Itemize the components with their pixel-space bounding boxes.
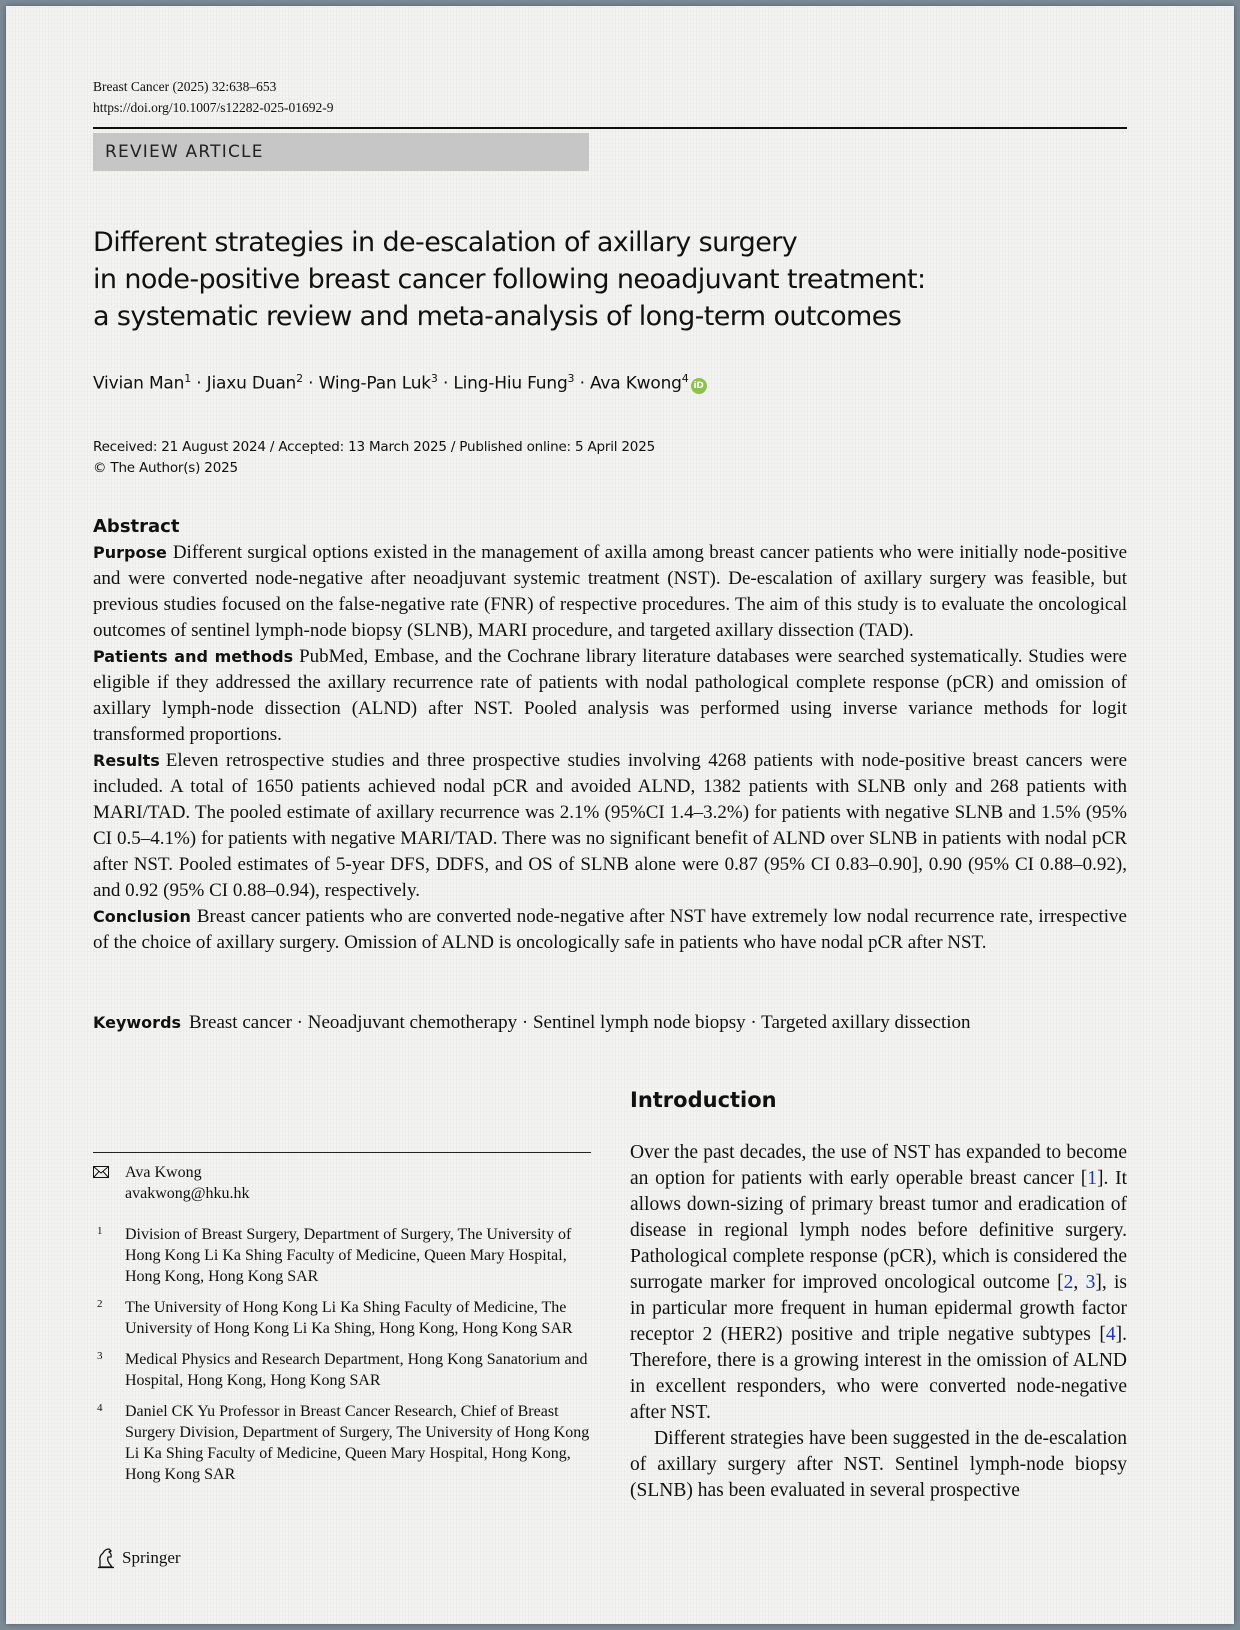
author-affil-sup: 3 <box>567 372 575 385</box>
footnote-rule <box>93 1152 591 1153</box>
keywords-label: Keywords <box>93 1013 182 1032</box>
publisher-footer <box>96 1547 181 1569</box>
author-affil-sup: 3 <box>430 372 438 385</box>
journal-citation: Breast Cancer (2025) 32:638–653 <box>93 79 277 94</box>
abstract-section <box>93 516 1127 956</box>
purpose-label: Purpose <box>93 543 167 562</box>
affiliation-number: 4 <box>97 1402 103 1414</box>
affiliation-number: 2 <box>97 1298 103 1310</box>
citation-link[interactable]: 1 <box>1087 1168 1097 1189</box>
author-affil-sup: 4 <box>681 372 689 385</box>
envelope-icon <box>93 1166 109 1178</box>
affiliation-item <box>93 1297 593 1339</box>
article-title <box>93 224 1127 335</box>
affiliation-text: The University of Hong Kong Li Ka Shing Faculty of Medicine, The University of Hong Kong Li Ka Shing, Hong Kong, Hong Kong SAR <box>125 1299 573 1337</box>
journal-header <box>93 76 334 118</box>
affiliation-text: Division of Breast Surgery, Department of Surgery, The University of Hong Kong Li Ka Shing Faculty of Medicine, Queen Mary Hospital, Hong Kong, Hong Kong SAR <box>125 1226 572 1285</box>
intro-paragraph: Different strategies have been suggested in the de-escalation of axillary surgery after NST. Sentinel lymph-node biopsy (SLNB) has been evaluated in several prospective <box>630 1428 1127 1501</box>
introduction-body <box>630 1140 1127 1504</box>
publication-dates <box>93 437 655 479</box>
author-list: Vivian Man$^1$ · Jiaxu Duan$^2$ · Wing-Pan Luk$^3$ · Ling-Hiu Fung$^3$ · Ava Kwong$^4$iD <box>93 372 707 394</box>
intro-text: ]. Therefore, there is a growing interest in the omission of ALND in excellent responders, who were converted node-negative after NST. <box>630 1324 1127 1423</box>
abstract-conclusion <box>93 904 1127 956</box>
correspondence <box>93 1162 250 1204</box>
springer-horse-icon <box>96 1547 116 1569</box>
intro-text: ], is in particular more frequent in human epidermal growth factor receptor 2 (HER2) positive and triple negative subtypes [ <box>630 1272 1128 1345</box>
author-name[interactable]: Vivian Man <box>93 373 185 394</box>
dates-line: Received: 21 August 2024 / Accepted: 13 March 2025 / Published online: 5 April 2025 <box>93 439 655 455</box>
author-name[interactable]: Wing-Pan Luk <box>318 373 431 394</box>
abstract-purpose <box>93 540 1127 644</box>
conclusion-label: Conclusion <box>93 907 191 926</box>
abstract-methods <box>93 644 1127 748</box>
author-affil-sup: 1 <box>184 372 192 385</box>
methods-label: Patients and methods <box>93 647 294 666</box>
affiliation-text: Daniel CK Yu Professor in Breast Cancer Research, Chief of Breast Surgery Division, Department of Surgery, The University of Hong Kong Li Ka Shing Faculty of Medicine, Queen Mary Hospital, Hong Kong, Hong Kong SAR <box>125 1403 590 1483</box>
introduction-heading: Introduction <box>630 1088 777 1112</box>
affiliation-text: Medical Physics and Research Department, Hong Kong Sanatorium and Hospital, Hong Kong, Hong Kong SAR <box>125 1351 588 1389</box>
citation-link[interactable]: 3 <box>1085 1272 1096 1293</box>
author-name[interactable]: Ling-Hiu Fung <box>453 373 568 394</box>
title-line-3: a systematic review and meta-analysis of long-term outcomes <box>93 301 902 332</box>
author-affil-sup: 2 <box>296 372 303 385</box>
citation-link[interactable]: 4 <box>1105 1324 1116 1345</box>
abstract-heading: Abstract <box>93 516 180 537</box>
header-rule <box>93 127 1127 129</box>
affiliation-item <box>93 1349 593 1391</box>
title-line-1: Different strategies in de-escalation of axillary surgery <box>93 227 798 258</box>
intro-text: ]. It allows down-sizing of primary breast tumor and eradication of disease in regional lymph nodes before definitive surgery. Pathological complete response (pCR), which is considered the surrogate marker for improved oncological outcome [ <box>630 1168 1127 1293</box>
purpose-text: Different surgical options existed in the management of axilla among breast cancer patients who were initially node-positive and were converted node-negative after neoadjuvant systemic treatment (NST). De-escalation of axillary surgery was feasible, but previous studies focused on the false-negative rate (FNR) of respective procedures. The aim of this study is to evaluate the oncological outcomes of sentinel lymph-node biopsy (SLNB), MARI procedure, and targeted axillary dissection (TAD). <box>93 542 1127 641</box>
conclusion-text: Breast cancer patients who are converted node-negative after NST have extremely low nodal recurrence rate, irrespective of the choice of axillary surgery. Omission of ALND is oncologically safe in patients who have nodal pCR after NST. <box>93 906 1127 953</box>
affiliations <box>93 1224 593 1495</box>
author-name[interactable]: Ava Kwong <box>590 373 682 394</box>
title-line-2: in node-positive breast cancer following neoadjuvant treatment: <box>93 264 926 295</box>
intro-paragraph <box>630 1140 1127 1426</box>
doi-link[interactable]: https://doi.org/10.1007/s12282-025-01692-9 <box>93 100 334 115</box>
affiliation-item <box>93 1224 593 1287</box>
orcid-icon[interactable]: iD <box>691 378 707 394</box>
intro-text: , <box>1073 1272 1086 1293</box>
article-type-banner: REVIEW ARTICLE <box>93 133 589 171</box>
publisher-name: Springer <box>122 1548 181 1567</box>
abstract-results <box>93 748 1127 904</box>
affiliation-number: 1 <box>97 1225 103 1237</box>
results-label: Results <box>93 751 160 770</box>
keywords <box>93 1012 1127 1034</box>
corresponding-author-email[interactable]: avakwong@hku.hk <box>125 1185 250 1202</box>
methods-text: PubMed, Embase, and the Cochrane library literature databases were searched systematically. Studies were eligible if they addressed the axillary recurrence rate of patients with nodal pathological complete response (pCR) and omission of axillary lymph-node dissection (ALND) after NST. Pooled analysis was performed using inverse variance methods for logit transformed proportions. <box>93 646 1127 745</box>
copyright-line: © The Author(s) 2025 <box>93 460 238 476</box>
corresponding-author-name: Ava Kwong <box>125 1164 202 1181</box>
author-name[interactable]: Jiaxu Duan <box>206 373 297 394</box>
article-page <box>6 6 1234 1624</box>
affiliation-item <box>93 1401 593 1485</box>
keywords-text: Breast cancer · Neoadjuvant chemotherapy · Sentinel lymph node biopsy · Targeted axillary dissection <box>189 1012 971 1033</box>
intro-text: Over the past decades, the use of NST has expanded to become an option for patients with early operable breast cancer [ <box>630 1142 1127 1189</box>
results-text: Eleven retrospective studies and three prospective studies involving 4268 patients with node-positive breast cancers were included. A total of 1650 patients achieved nodal pCR and avoided ALND, 1382 patients with SLNB only and 268 patients with MARI/TAD. The pooled estimate of axillary recurrence was 2.1% (95%CI 1.4–3.2%) for patients with negative SLNB and 1.5% (95% CI 0.5–4.1%) for patients with negative MARI/TAD. There was no significant benefit of ALND over SLNB in patients with nodal pCR after NST. Pooled estimates of 5-year DFS, DDFS, and OS of SLNB alone were 0.87 (95% CI 0.83–0.90], 0.90 (95% CI 0.88–0.92), and 0.92 (95% CI 0.88–0.94), respectively. <box>93 750 1127 901</box>
citation-link[interactable]: 2 <box>1063 1272 1074 1293</box>
affiliation-number: 3 <box>97 1350 103 1362</box>
